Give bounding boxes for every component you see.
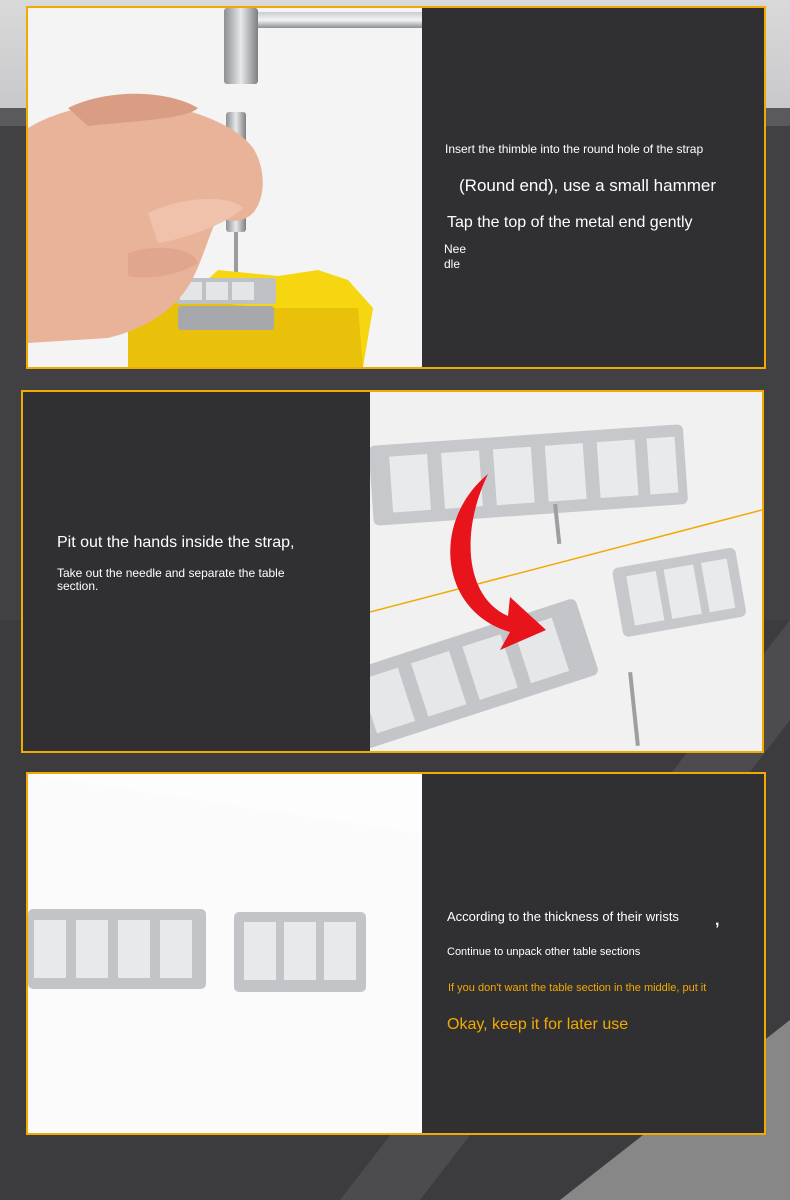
hammer-photo-illustration	[28, 8, 422, 367]
panel2-text-area	[23, 392, 370, 751]
instruction-wrist-thickness: According to the thickness of their wrists	[447, 909, 679, 924]
panel-unpack-step	[26, 772, 766, 1135]
instruction-keep-for-later: Okay, keep it for later use	[447, 1016, 629, 1033]
panel3-text-area	[422, 774, 764, 1133]
comma-mark: ,	[715, 912, 720, 929]
panel-remove-pin-step	[21, 390, 764, 753]
label-needle-part2: dle	[444, 257, 461, 271]
photo-strap-sections	[28, 774, 422, 1133]
instruction-middle-section: If you don't want the table section in the middle, put it	[448, 982, 707, 994]
strap-separation-illustration	[370, 392, 762, 751]
instruction-continue-unpack: Continue to unpack other table sections	[447, 946, 641, 958]
strap-sections-illustration	[28, 774, 422, 1133]
panel1-text-area	[422, 8, 764, 367]
panel-hammer-step	[26, 6, 766, 369]
instruction-tap-top: Tap the top of the metal end gently	[447, 214, 693, 231]
instruction-round-end: (Round end), use a small hammer	[459, 176, 717, 195]
instruction-insert-thimble: Insert the thimble into the round hole of the strap	[445, 142, 704, 156]
label-needle-part1: Nee	[444, 242, 467, 256]
photo-separated-strap	[370, 392, 762, 751]
instruction-section: section.	[57, 579, 99, 593]
instruction-take-out-needle: Take out the needle and separate the table	[57, 566, 285, 580]
photo-hammer-needle	[28, 8, 422, 367]
instruction-pit-out-hands: Pit out the hands inside the strap,	[57, 534, 295, 551]
